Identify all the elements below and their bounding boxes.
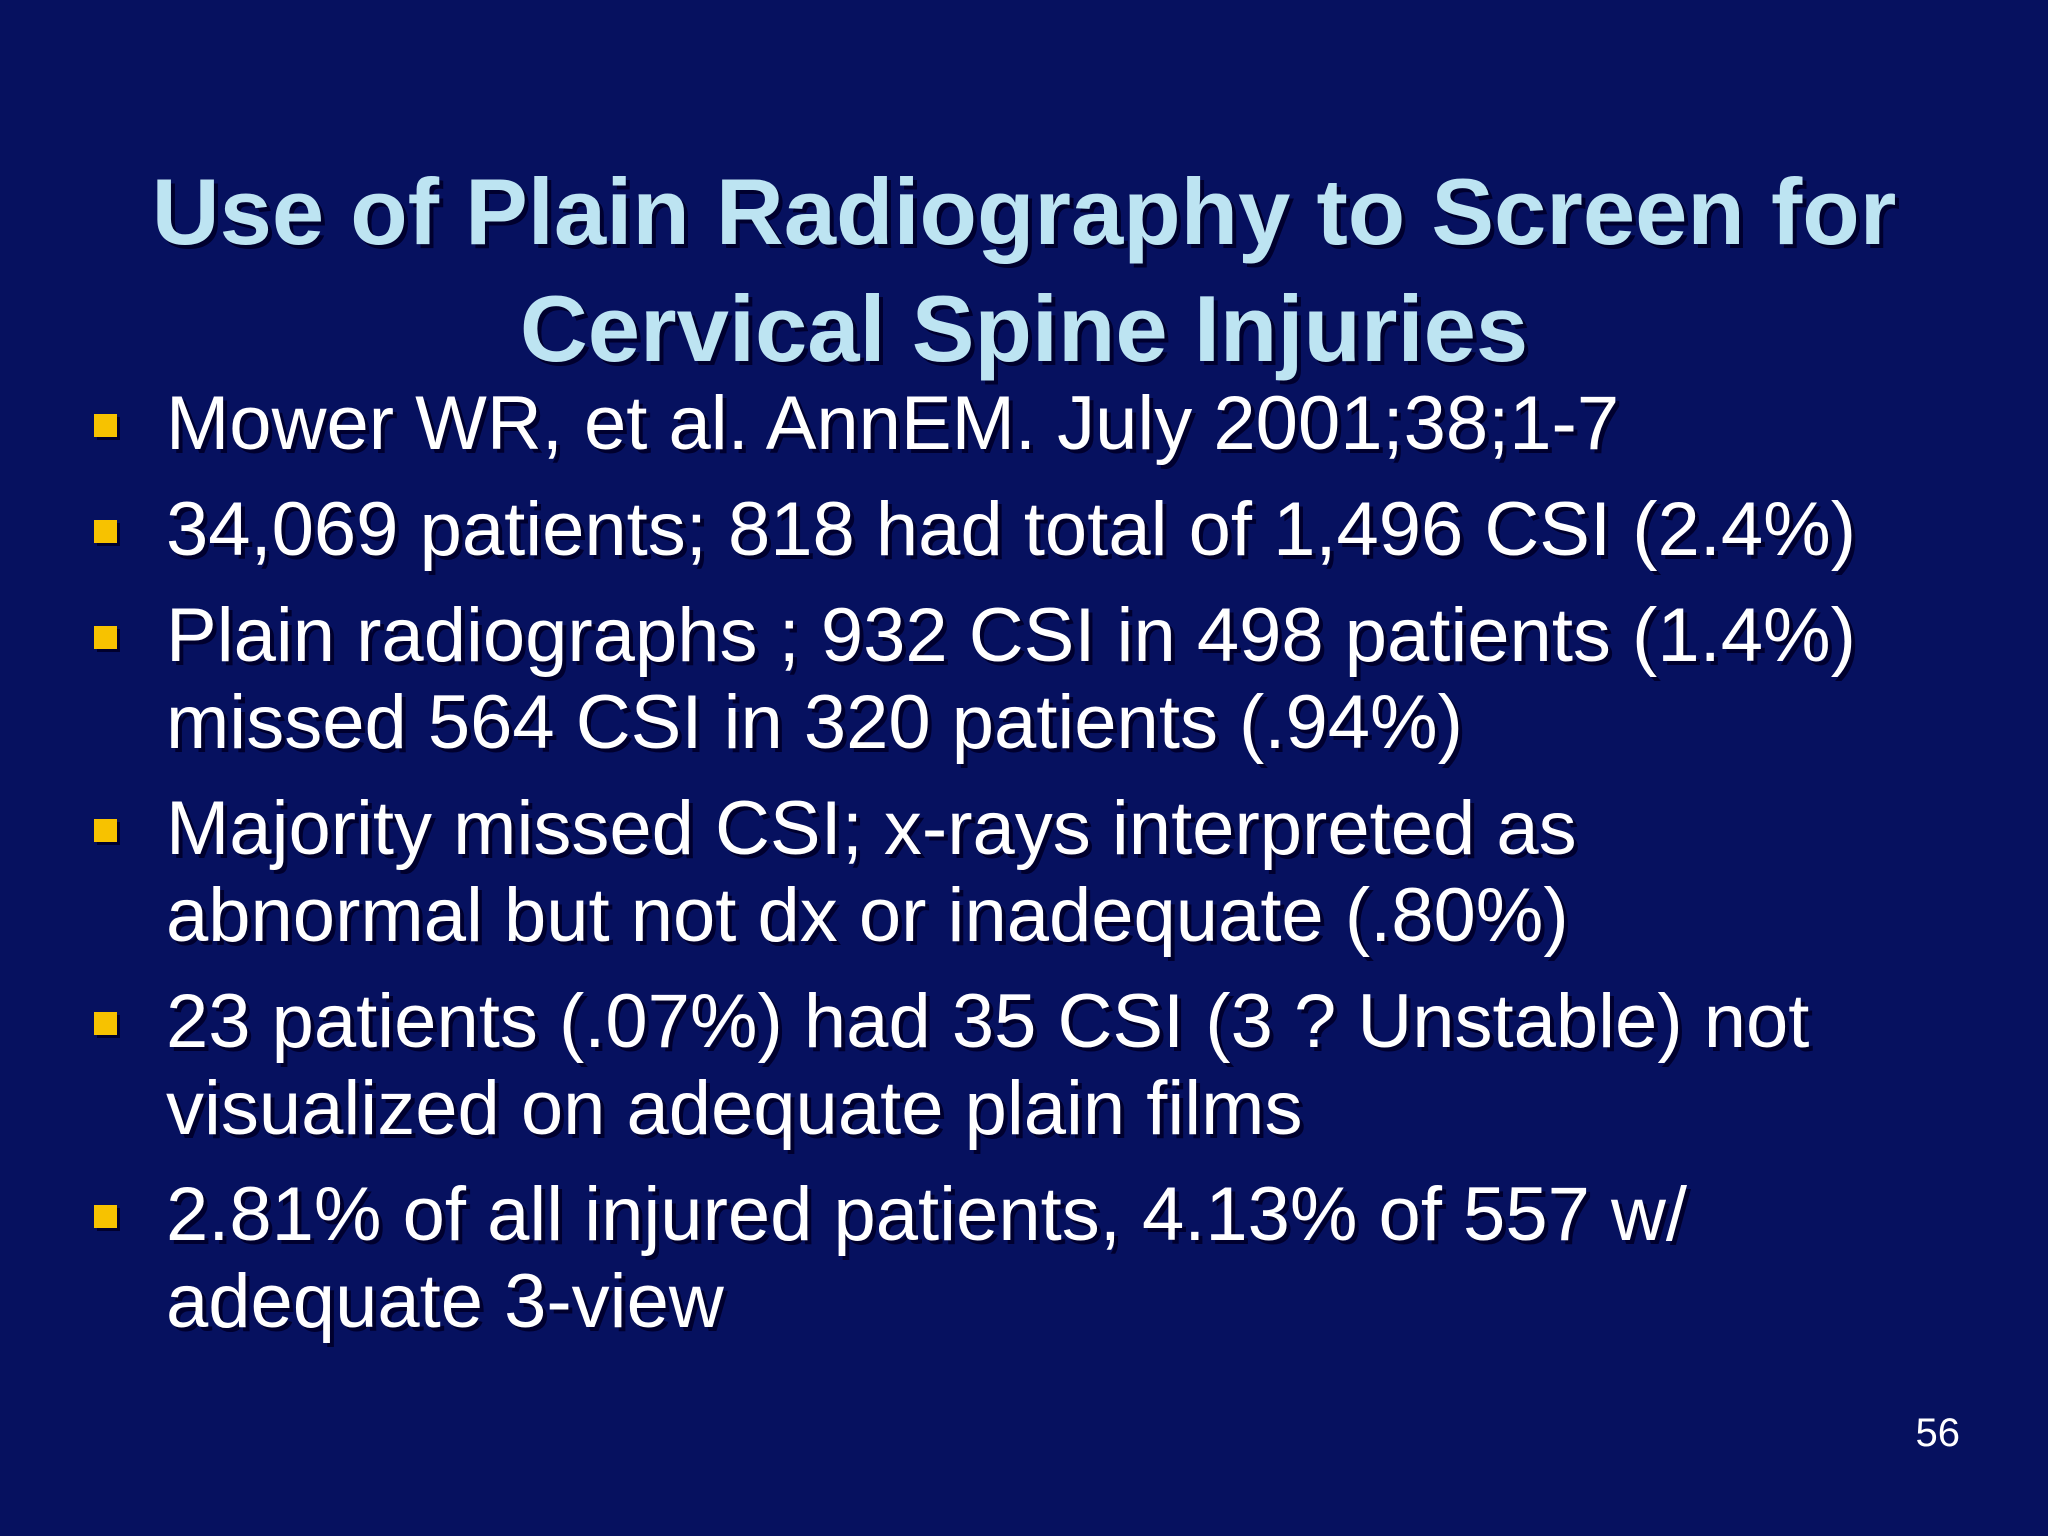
bullet-item-patient-count — [0, 486, 2048, 573]
slide-title-line-1: Use of Plain Radiography to Screen for — [151, 158, 1897, 264]
bullet-text: 34,069 patients; 818 had total of 1,496 CSI (2.4%) — [166, 487, 1857, 572]
bullet-text: abnormal but not dx or inadequate (.80%) — [166, 873, 1569, 958]
square-bullet-icon — [94, 819, 117, 842]
square-bullet-icon — [94, 1205, 117, 1228]
bullet-text: missed 564 CSI in 320 patients (.94%) — [166, 680, 1463, 765]
slide-title-line-2: Cervical Spine Injuries — [519, 275, 1529, 381]
bullet-text: visualized on adequate plain films — [166, 1066, 1303, 1151]
square-bullet-icon — [94, 414, 117, 437]
bullet-text: Plain radiographs ; 932 CSI in 498 patients (1.4%) — [166, 593, 1856, 678]
slide-title — [60, 153, 1988, 387]
square-bullet-icon — [94, 520, 117, 543]
square-bullet-icon — [94, 1012, 117, 1035]
bullet-text: Majority missed CSI; x-rays interpreted as — [166, 786, 1577, 871]
page-number: 56 — [1915, 1411, 1960, 1455]
bullet-item-not-visualized — [0, 978, 2048, 1152]
bullet-item-citation — [0, 380, 2048, 467]
bullet-text: 2.81% of all injured patients, 4.13% of 557 w/ — [166, 1172, 1687, 1257]
bullet-text: 23 patients (.07%) had 35 CSI (3 ? Unstable) not — [166, 979, 1810, 1064]
bullet-item-plain-radiographs — [0, 592, 2048, 766]
bullet-item-percentages — [0, 1171, 2048, 1345]
bullet-text: adequate 3-view — [166, 1259, 724, 1344]
bullet-list — [0, 380, 2048, 1364]
bullet-text: Mower WR, et al. AnnEM. July 2001;38;1-7 — [166, 381, 1620, 466]
square-bullet-icon — [94, 626, 117, 649]
bullet-item-missed-csi — [0, 785, 2048, 959]
